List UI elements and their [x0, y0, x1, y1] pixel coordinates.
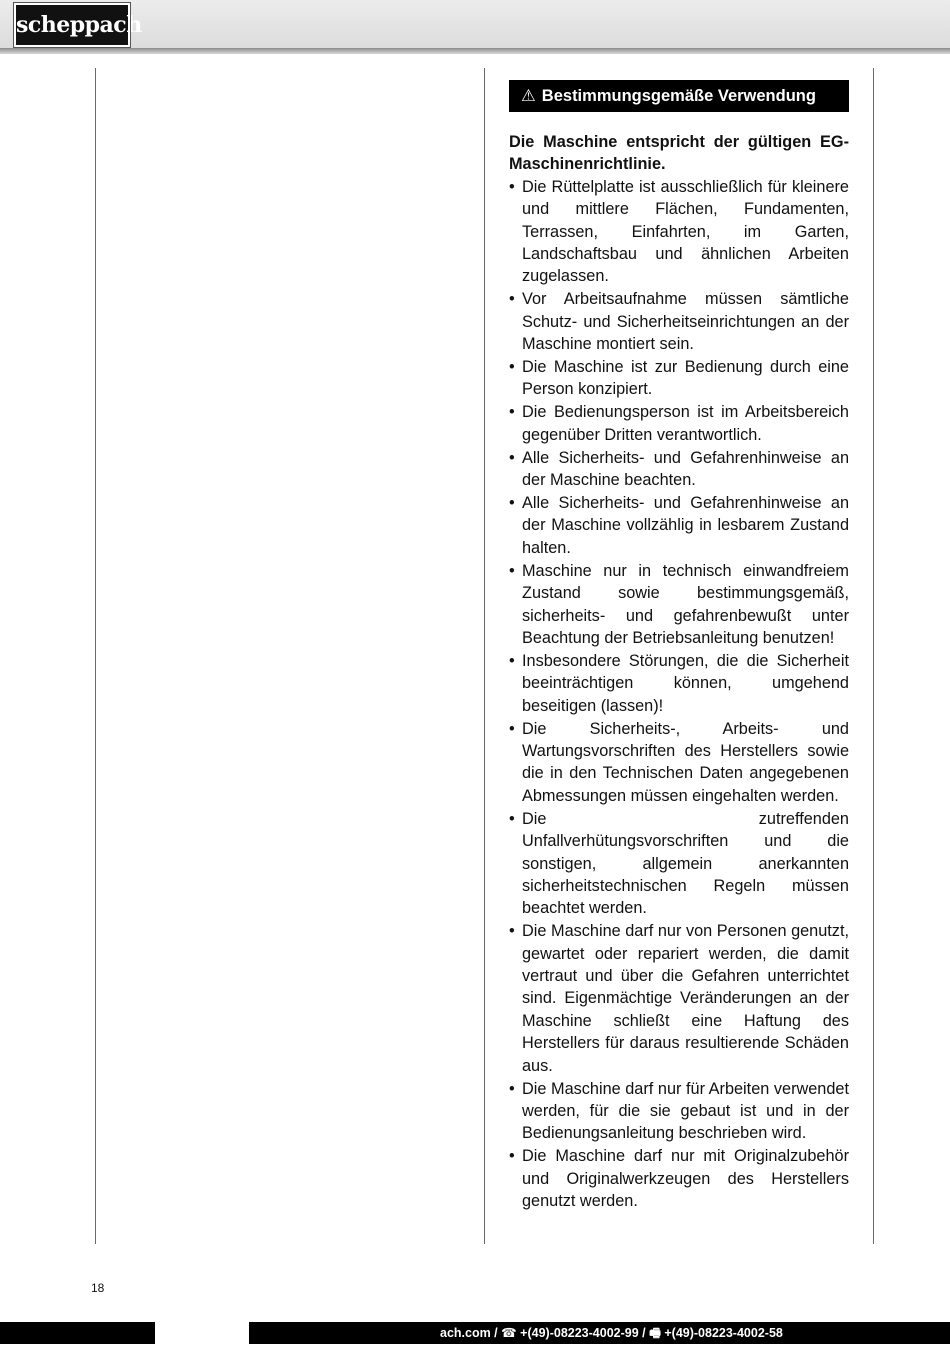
list-item: • Die Maschine darf nur für Arbeiten verwendet werden, für die sie gebaut ist und in der Bedienungsanleitung beschrieben wird. — [509, 1078, 849, 1145]
list-item: • Die Maschine darf nur mit Originalzubehör und Originalwerkzeugen des Herstellers genutzt werden. — [509, 1145, 849, 1212]
list-item: • Maschine nur in technisch einwandfreiem Zustand sowie bestimmungsgemäß, sicherheits- und gefahrenbewußt unter Beachtung der Betriebsanleitung benutzen! — [509, 560, 849, 650]
page-number: 18 — [91, 1281, 105, 1295]
list-item: • Die Maschine darf nur von Personen genutzt, gewartet oder repariert werden, die damit vertraut und über die Gefahren unterrichtet sind. Eigenmächtige Veränderungen an der Maschine schließt eine Haftung des Herstellers für daraus resultierende Schäden aus. — [509, 920, 849, 1077]
list-item: • Die Sicherheits-, Arbeits- und Wartungsvorschriften des Herstellers sowie die in den Technischen Daten angegebenen Abmessungen müssen eingehalten werden. — [509, 718, 849, 808]
column-divider-right — [873, 68, 874, 1244]
list-item: • Vor Arbeitsaufnahme müssen sämtliche Schutz- und Sicherheitseinrichtungen an der Maschine montiert sein. — [509, 288, 849, 355]
section-heading — [509, 80, 849, 112]
list-item: • Alle Sicherheits- und Gefahrenhinweise an der Maschine beachten. — [509, 447, 849, 492]
section-title: Bestimmungsgemäße Verwendung — [541, 87, 816, 105]
footer-contact: ach.com / ☎ +(49)-08223-4002-99 / 🖷 +(49)-08223-4002-58 — [440, 1326, 783, 1340]
top-bar — [0, 0, 950, 48]
content-column — [509, 80, 849, 1213]
list-item: • Insbesondere Störungen, die die Sicherheit beeinträchtigen können, umgehend beseitigen (lassen)! — [509, 650, 849, 717]
list-item: • Die Rüttelplatte ist ausschließlich für kleinere und mittlere Flächen, Fundamenten, Terrassen, Einfahrten, im Garten, Landschaftsbau und ähnlichen Arbeiten zugelassen. — [509, 176, 849, 288]
warning-triangle-icon: ⚠ — [521, 87, 536, 105]
list-item: • Alle Sicherheits- und Gefahrenhinweise an der Maschine vollzählig in lesbarem Zustand halten. — [509, 492, 849, 559]
scheppach-logo: scheppach — [14, 3, 130, 47]
list-item: • Die zutreffenden Unfallverhütungsvorschriften und die sonstigen, allgemein anerkannten sicherheitstechnischen Regeln müssen beachtet werden. — [509, 808, 849, 920]
footer-bar-left — [0, 1322, 155, 1344]
top-bar-shadow — [0, 48, 950, 54]
list-item: • Die Bedienungsperson ist im Arbeitsbereich gegenüber Dritten verantwortlich. — [509, 401, 849, 446]
column-divider-left — [95, 68, 96, 1244]
column-divider-middle — [484, 68, 485, 1244]
usage-list — [509, 176, 849, 1213]
intro-text: Die Maschine entspricht der gültigen EG-Maschinenrichtlinie. — [509, 133, 849, 174]
list-item: • Die Maschine ist zur Bedienung durch eine Person konzipiert. — [509, 356, 849, 401]
